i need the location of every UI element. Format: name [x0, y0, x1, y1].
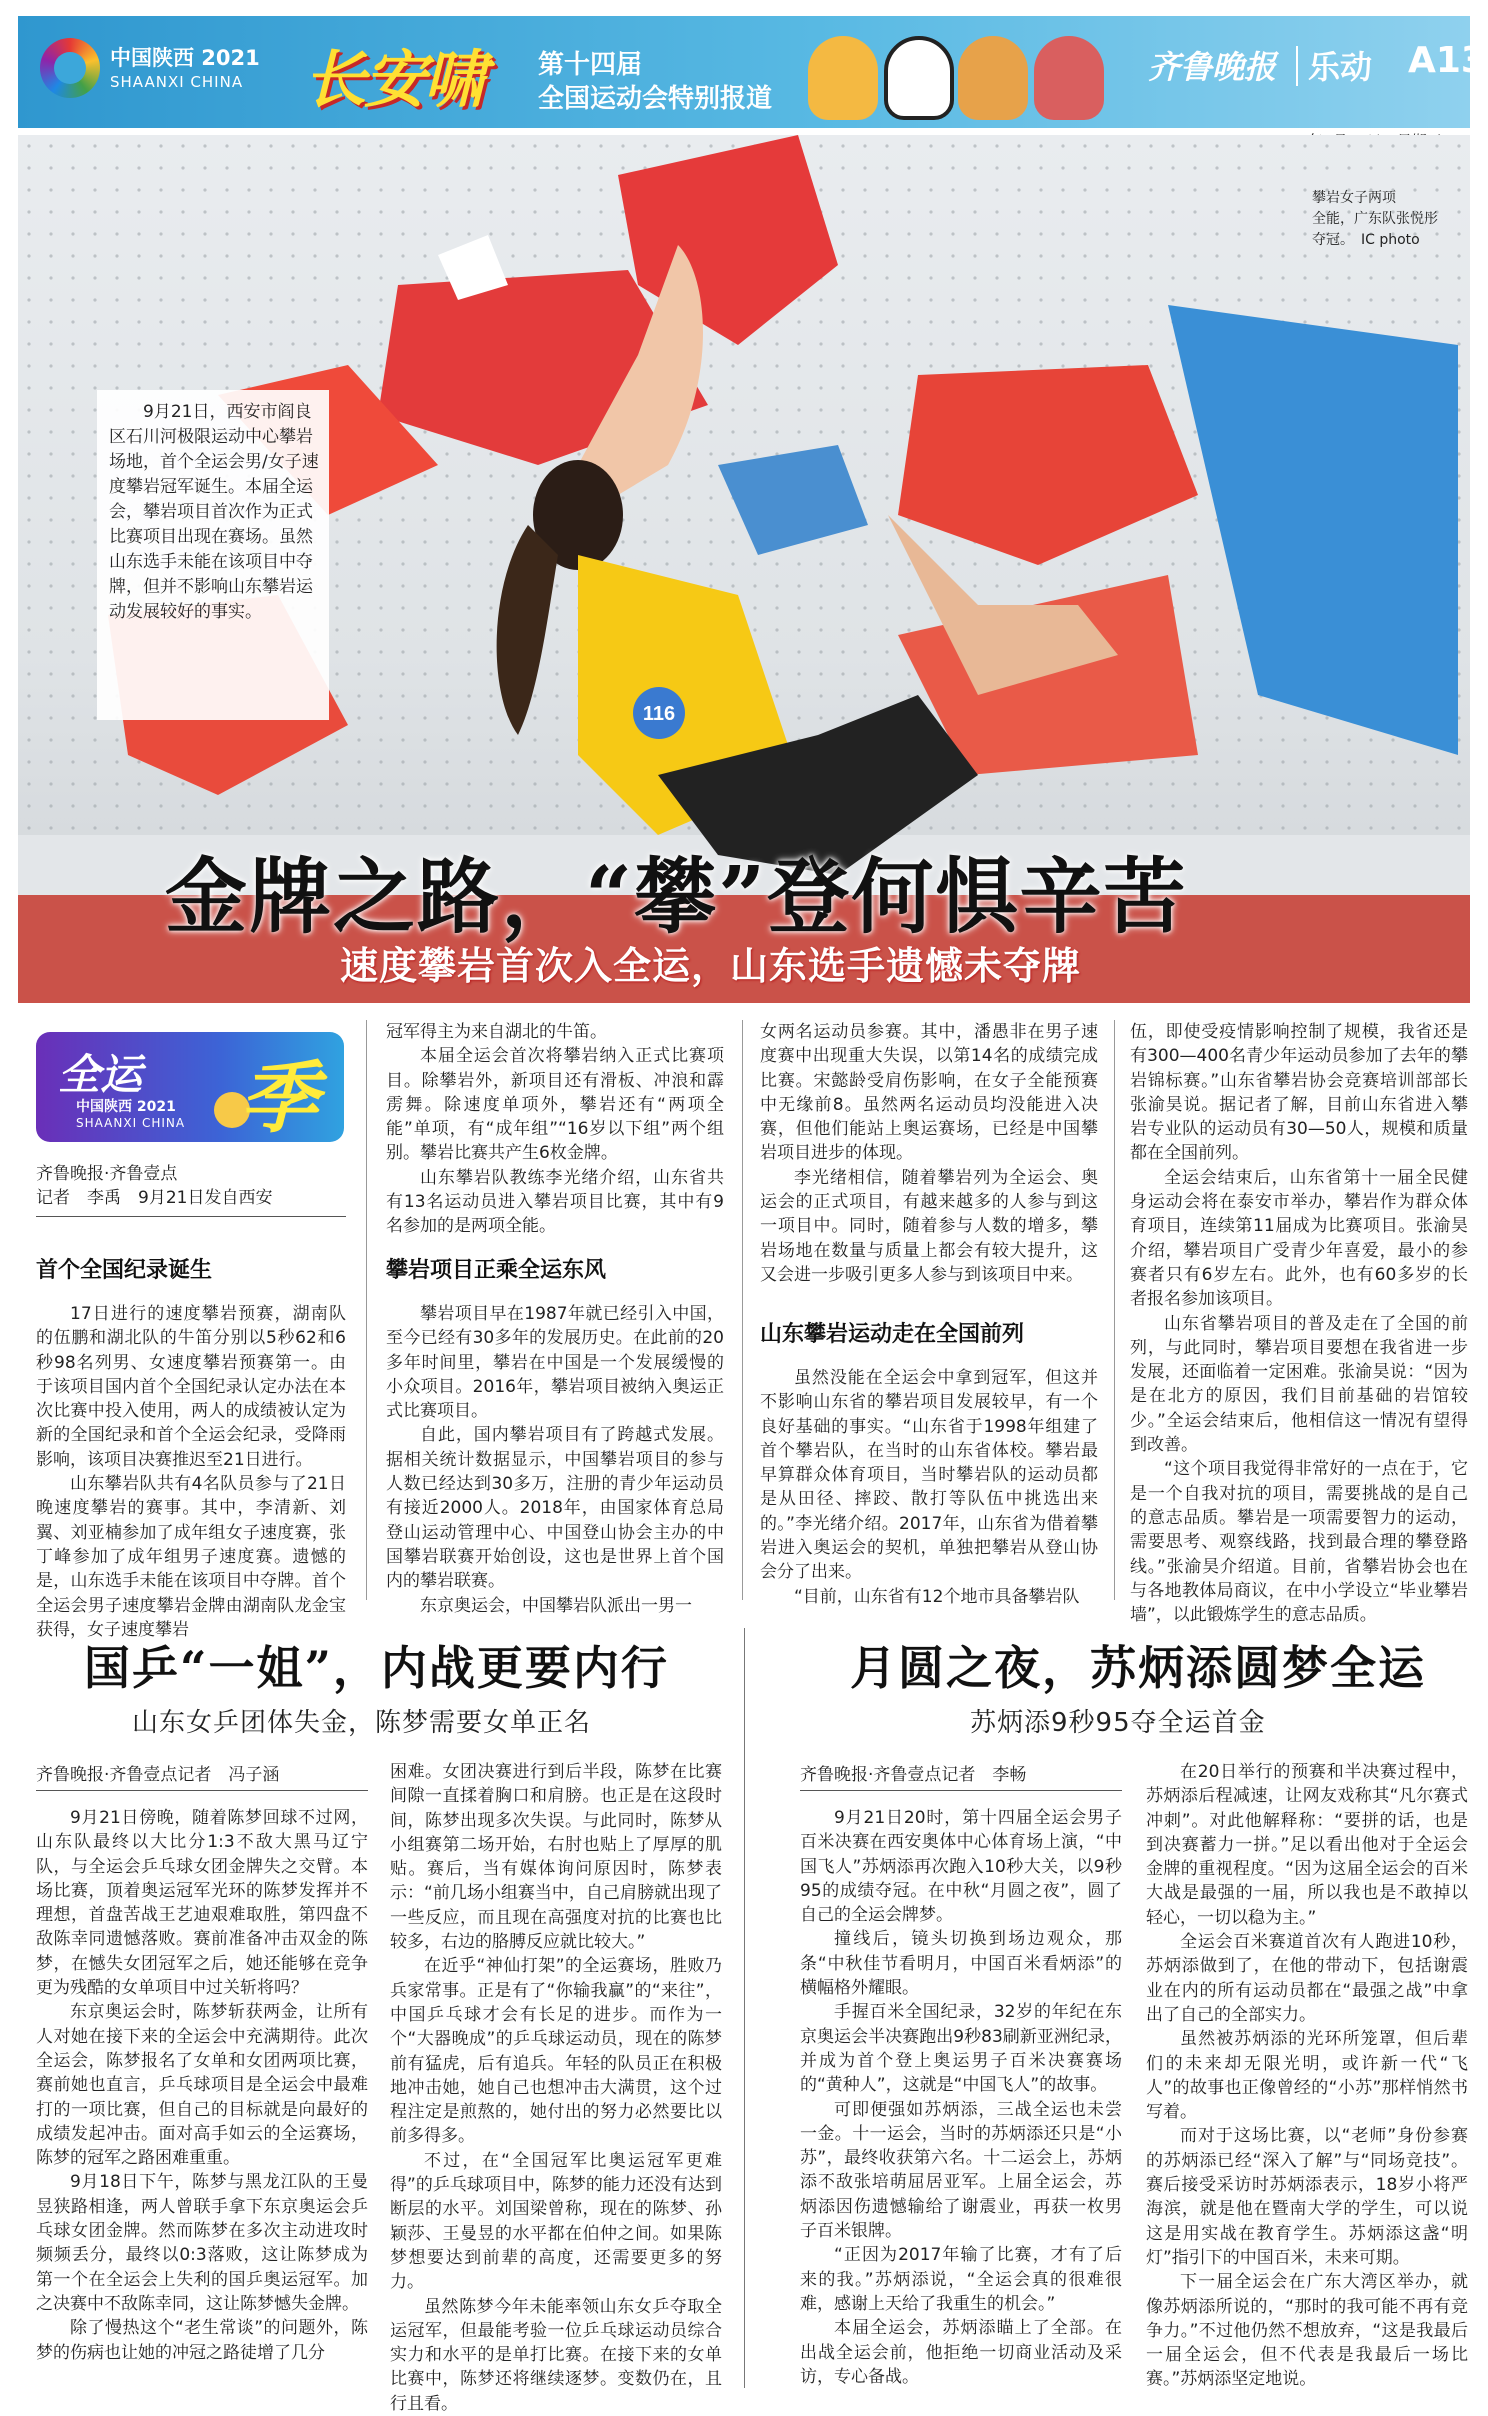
- paragraph: 自此，国内攀岩项目有了跨越式发展。据相关统计数据显示，中国攀岩项目的参与人数已经达到30多万，注册的青少年运动员有接近2000人。2018年，由国家体育总局登山运动管理中心、中国登山协会主办的中国攀岩联赛开始创设，这也是世界上首个国内的攀岩联赛。: [386, 1425, 724, 1592]
- article1-subhead-3: 山东攀岩运动走在全国前列: [760, 1322, 1025, 1347]
- paragraph: 除了慢热这个“老生常谈”的问题外，陈梦的伤病也让她的冲冠之路徒增了几分: [36, 2318, 368, 2363]
- divider: [800, 1790, 1122, 1791]
- paragraph: 虽然被苏炳添的光环所笼罩，但后辈们的未来却无限光明，或许新一代“飞人”的故事也正像曾经的“小苏”那样悄然书写着。: [1146, 2029, 1468, 2123]
- logo-en-text: SHAANXI CHINA: [110, 73, 244, 91]
- paragraph: 冠军得主为来自湖北的牛笛。: [386, 1022, 607, 1042]
- paragraph: 山东省攀岩项目的普及走在了全国的前列，与此同时，攀岩项目要想在我省进一步发展，还面临着一定困难。张渝昊说：“因为是在北方的原因，我们目前基础的岩馆较少。”全运会结束后，他相信这一情况有望得到改善。: [1130, 1313, 1468, 1456]
- mascot-panda-icon: [884, 36, 954, 120]
- paragraph: 9月21日傍晚，随着陈梦回球不过网，山东队最终以大比分1:3不敌大黑马辽宁队，与全运会乒乓球女团金牌失之交臂。本场比赛，顶着奥运冠军光环的陈梦发挥并不理想，首盘苦战王艺迪艰难取胜，第四盘不敌陈幸同遗憾落败。赛前准备冲击双金的陈梦，在憾失女团冠军之后，她还能够在竞争更为残酷的女单项目中过关斩将吗？: [36, 1808, 368, 1999]
- paragraph: “目前，山东省有12个地市具备攀岩队: [794, 1586, 1080, 1607]
- paragraph: 手握百米全国纪录，32岁的年纪在东京奥运会半决赛跑出9秒83刷新亚洲纪录，并成为首个登上奥运男子百米决赛赛场的“黄种人”，这就是“中国飞人”的故事。: [800, 2002, 1122, 2096]
- paragraph: 本届全运会，苏炳添瞄上了全部。在出战全运会前，他拒绝一切商业活动及采访，专心备战。: [800, 2318, 1122, 2387]
- badge-ji: 季: [240, 1054, 319, 1144]
- paragraph: 17日进行的速度攀岩预赛，湖南队的伍鹏和湖北队的牛笛分别以5秒62和6秒98名列男、女速度攀岩预赛第一。由于该项目国内首个全国纪录认定办法在本次比赛中投入使用，两人的成绩被认定为新的全国纪录和首个全运会纪录，受降雨影响，该项目决赛推迟至21日进行。: [36, 1304, 346, 1470]
- paragraph: “正因为2017年输了比赛，才有了后来的我。”苏炳添说，“全运会真的很难很难，感谢上天给了我重生的机会。”: [800, 2245, 1122, 2314]
- paragraph: 在20日举行的预赛和半决赛过程中，苏炳添后程减速，让网友戏称其“凡尔赛式冲刺”。对此他解释称：“要拼的话，也是到决赛蓄力一拼。”足以看出他对于全运会金牌的重视程度。“因为这届全运会的百米大战是最强的一届，所以我也是不敢掉以轻心，一切以稳为主。”: [1146, 1762, 1468, 1928]
- column-divider: [1114, 1020, 1115, 1600]
- article-divider: [744, 1628, 745, 2388]
- logo-cn-text: 中国陕西 2021: [110, 46, 260, 70]
- hero-caption-box: [97, 390, 329, 720]
- article1-subhead-2: 攀岩项目正乘全运东风: [386, 1258, 607, 1283]
- games-logo-icon: [40, 38, 100, 98]
- article1-column-3: [760, 1020, 1098, 1287]
- article2-column-2: [390, 1760, 722, 2416]
- special-report-line1: 第十四届: [538, 50, 643, 80]
- paragraph: 伍，即使受疫情影响控制了规模，我省还是有300—400名青少年运动员参加了去年的攀岩锦标赛。”山东省攀岩协会竞赛培训部部长张渝昊说。据记者了解，目前山东省进入攀岩专业队的运动员有30—50人，规模和质量都在全国前列。: [1130, 1022, 1468, 1164]
- paragraph: 山东攀岩队共有4名队员参与了21日晚速度攀岩的赛事。其中，李清新、刘翼、刘亚楠参加了成年组女子速度赛，张丁峰参加了成年组男子速度赛。遗憾的是，山东选手未能在该项目中夺牌。首个全运会男子速度攀岩金牌由湖南队龙金宝获得，女子速度攀岩: [36, 1474, 346, 1640]
- badge-cn: 中国陕西 2021: [76, 1099, 176, 1115]
- main-subheadline: 速度攀岩首次入全运，山东选手遗憾未夺牌: [340, 944, 1082, 988]
- mascot-icon: [958, 36, 1028, 120]
- quanyunji-badge: [36, 1032, 344, 1142]
- page-header-banner: [18, 16, 1486, 128]
- paragraph: 困难。女团决赛进行到后半段，陈梦在比赛间隙一直揉着胸口和肩膀。也正是在这段时间，陈梦出现多次失误。与此同时，陈梦从小组赛第二场开始，右肘也贴上了厚厚的肌贴。赛后，当有媒体询问原因时，陈梦表示：“前几场小组赛当中，自己肩膀就出现了一些反应，而且现在高强度对抗的比赛也比较多，右边的胳膊反应就比较大。”: [390, 1762, 722, 1953]
- badge-en: SHAANXI CHINA: [76, 1116, 186, 1130]
- paragraph: 李光绪相信，随着攀岩列为全运会、奥运会的正式项目，有越来越多的人参与到这一项目中。同时，随着参与人数的增多，攀岩场地在数量与质量上都会有较大提升，这又会进一步吸引更多人参与到该项目中来。: [760, 1167, 1098, 1285]
- paragraph: 山东攀岩队教练李光绪介绍，山东省共有13名运动员进入攀岩项目比赛，其中有9名参加的是两项全能。: [386, 1167, 724, 1237]
- paragraph: 东京奥运会时，陈梦斩获两金，让所有人对她在接下来的全运会中充满期待。此次全运会，陈梦报名了女单和女团两项比赛，赛前她也直言，乒乓球项目是全运会中最难打的一项比赛，但自己的目标就是向最好的成绩发起冲击。面对高手如云的全运赛场，陈梦的冠军之路困难重重。: [36, 2002, 368, 2169]
- paragraph: 全运会结束后，山东省第十一届全民健身运动会将在泰安市举办，攀岩作为群众体育项目，连续第11届成为比赛项目。张渝昊介绍，攀岩项目广受青少年喜爱，最小的参赛者只有6岁左右。此外，也有60多岁的长者报名参加该项目。: [1130, 1167, 1468, 1310]
- paragraph: 9月21日20时，第十四届全运会男子百米决赛在西安奥体中心体育场上演，“中国飞人”苏炳添再次跑入10秒大关，以9秒95的成绩夺冠。在中秋“月圆之夜”，圆了自己的全运会牌梦。: [800, 1808, 1122, 1926]
- article1-byline-reporter: 记者 李禹 9月21日发自西安: [36, 1188, 273, 1208]
- article2-byline: 齐鲁晚报·齐鲁壹点记者 冯子涵: [36, 1765, 280, 1785]
- article1-column-2b: [386, 1302, 724, 1618]
- article3-title: 月圆之夜，苏炳添圆梦全运: [850, 1641, 1426, 1695]
- column-divider: [742, 1020, 743, 1600]
- paragraph: 下一届全运会在广东大湾区举办，就像苏炳添所说的，“那时的我可能不再有竞争力。”不过他仍然不想放弃，“这是我最后一届全运会，但不代表是我最后一场比赛。”苏炳添坚定地说。: [1146, 2272, 1468, 2390]
- article2-column-1: [36, 1806, 368, 2365]
- page-number: A13: [1408, 40, 1486, 81]
- paragraph: 东京奥运会，中国攀岩队派出一男一: [420, 1595, 692, 1616]
- paragraph: 本届全运会首次将攀岩纳入正式比赛项目。除攀岩外，新项目还有滑板、冲浪和霹雳舞。除速度单项外，攀岩还有“两项全能”单项，有“成年组”“16岁以下组”两个组别。攀岩比赛共产生6枚金牌。: [386, 1046, 724, 1164]
- paragraph: 虽然没能在全运会中拿到冠军，但这并不影响山东省的攀岩项目发展较早，有一个良好基础的事实。“山东省于1998年组建了首个攀岩队，在当时的山东省体校。攀岩最早算群众体育项目，当时攀岩队的运动员都是从田径、摔跤、散打等队伍中挑选出来的。”李光绪介绍。2017年，山东省为借着攀岩进入奥运会的契机，单独把攀岩从登山协会分了出来。: [760, 1368, 1098, 1583]
- section-name: 乐动: [1308, 48, 1373, 86]
- divider: [36, 1790, 368, 1791]
- paragraph: 虽然陈梦今年未能率领山东女乒夺取全运冠军，但最能考验一位乒乓球运动员综合实力和水平的是单打比赛。在接下来的女单比赛中，陈梦还将继续逐梦。变数仍在，且行且看。: [390, 2296, 722, 2414]
- paragraph: 而对于这场比赛，以“老师”身份参赛的苏炳添已经“深入了解”与“同场竞技”。赛后接受采访时苏炳添表示，18岁小将严海滨，就是他在暨南大学的学生，可以说这是用实战在教育学生。苏炳添这盏“明灯”指引下的中国百米，未来可期。: [1146, 2126, 1468, 2268]
- special-report-line2: 全国运动会特别报道: [538, 84, 773, 114]
- article1-subhead-1: 首个全国纪录诞生: [36, 1258, 213, 1283]
- article1-column-3b: [760, 1366, 1098, 1609]
- badge-title: 全运: [58, 1050, 143, 1099]
- photo-credit: 攀岩女子两项 全能，广东队张悦彤 夺冠。 IC photo: [1312, 190, 1438, 248]
- paragraph: “这个项目我觉得非常好的一点在于，它是一个自我对抗的项目，需要挑战的是自己的意志品质。攀岩是一项需要智力的运动，需要思考、观察线路，找到最合理的攀登路线。”张渝昊介绍道。目前，省攀岩协会也在与各地教体局商议，在中小学设立“毕业攀岩墙”，以此锻炼学生的意志品质。: [1130, 1459, 1468, 1626]
- mascot-icon: [1034, 36, 1104, 120]
- brand-title: 长安啸: [304, 43, 485, 116]
- article3-column-2: [1146, 1760, 1468, 2392]
- article1-byline-outlet: 齐鲁晚报·齐鲁壹点: [36, 1164, 178, 1184]
- newspaper-name: 齐鲁晚报: [1148, 48, 1277, 86]
- column-divider: [366, 1020, 367, 1600]
- paragraph: 9月18日下午，陈梦与黑龙江队的王曼昱狭路相逢，两人曾联手拿下东京奥运会乒乓球女团金牌。然而陈梦在多次主动进攻时频频丢分，最终以0:3落败，这让陈梦成为第一个在全运会上失利的国乒奥运冠军。加之决赛中不敌陈幸同，这让陈梦憾失金牌。: [36, 2172, 368, 2314]
- article1-column-1: [36, 1302, 346, 1642]
- paragraph: 不过，在“全国冠军比奥运冠军更难得”的乒乓球项目中，陈梦的能力还没有达到断层的水平。刘国梁曾称，现在的陈梦、孙颖莎、王曼昱的水平都在伯仲之间。如果陈梦想要达到前辈的高度，还需要更多的努力。: [390, 2150, 722, 2293]
- paragraph: 撞线后，镜头切换到场边观众，那条“中秋佳节看明月，中国百米看炳添”的横幅格外耀眼。: [800, 1929, 1122, 1999]
- hero-caption: 9月21日，西安市阎良区石川河极限运动中心攀岩场地，首个全运会男/女子速度攀岩冠军诞生。本届全运会，攀岩项目首次作为正式比赛项目出现在赛场。虽然山东选手未能在该项目中夺牌，但并不影响山东攀岩运动发展较好的事实。: [109, 402, 319, 622]
- main-headline: 金牌之路，“攀”登何惧辛苦: [165, 849, 1188, 945]
- article1-column-2: [386, 1020, 724, 1239]
- article3-subtitle: 苏炳添9秒95夺全运首金: [970, 1708, 1266, 1738]
- article2-title: 国乒“一姐”，内战更要内行: [84, 1641, 669, 1695]
- paragraph: 全运会百米赛道首次有人跑进10秒，苏炳添做到了，在他的带动下，包括谢震业在内的所有运动员都在“最强之战”中拿出了自己的全部实力。: [1146, 1932, 1468, 2025]
- paragraph: 在近乎“神仙打架”的全运赛场，胜败乃兵家常事。正是有了“你输我赢”的“来往”，中国乒乓球才会有长足的进步。而作为一个“大器晚成”的乒乓球运动员，现在的陈梦前有猛虎，后有追兵。年轻的队员正在积极地冲击她，她自己也想冲击大满贯，这个过程注定是煎熬的，她付出的努力必然要比以前多得多。: [390, 1956, 722, 2147]
- article3-byline: 齐鲁晚报·齐鲁壹点记者 李畅: [800, 1765, 1027, 1785]
- header-divider: [1296, 46, 1298, 86]
- article2-subtitle: 山东女乒团体失金，陈梦需要女单正名: [132, 1708, 592, 1738]
- mascot-icon: [808, 36, 878, 120]
- paragraph: 女两名运动员参赛。其中，潘愚非在男子速度赛中出现重大失误，以第14名的成绩完成比赛。宋懿龄受肩伤影响，在女子全能预赛中无缘前8。虽然两名运动员均没能进入决赛，但他们能站上奥运赛场，已经是中国攀岩项目进步的体现。: [760, 1022, 1098, 1164]
- article1-column-4: [1130, 1020, 1468, 1627]
- paragraph: 攀岩项目早在1987年就已经引入中国，至今已经有30多年的发展历史。在此前的20多年时间里，攀岩在中国是一个发展缓慢的小众项目。2016年，攀岩项目被纳入奥运正式比赛项目。: [386, 1304, 724, 1422]
- article3-column-1: [800, 1806, 1122, 2389]
- paragraph: 可即便强如苏炳添，三战全运也未尝一金。十一运会，当时的苏炳添还只是“小苏”，最终收获第六名。十二运会上，苏炳添不敌张培萌屈居亚军。上届全运会，苏炳添因伤遗憾输给了谢震业，再获一枚男子百米银牌。: [800, 2099, 1122, 2242]
- divider: [36, 1216, 346, 1217]
- bib-number: 116: [642, 703, 676, 725]
